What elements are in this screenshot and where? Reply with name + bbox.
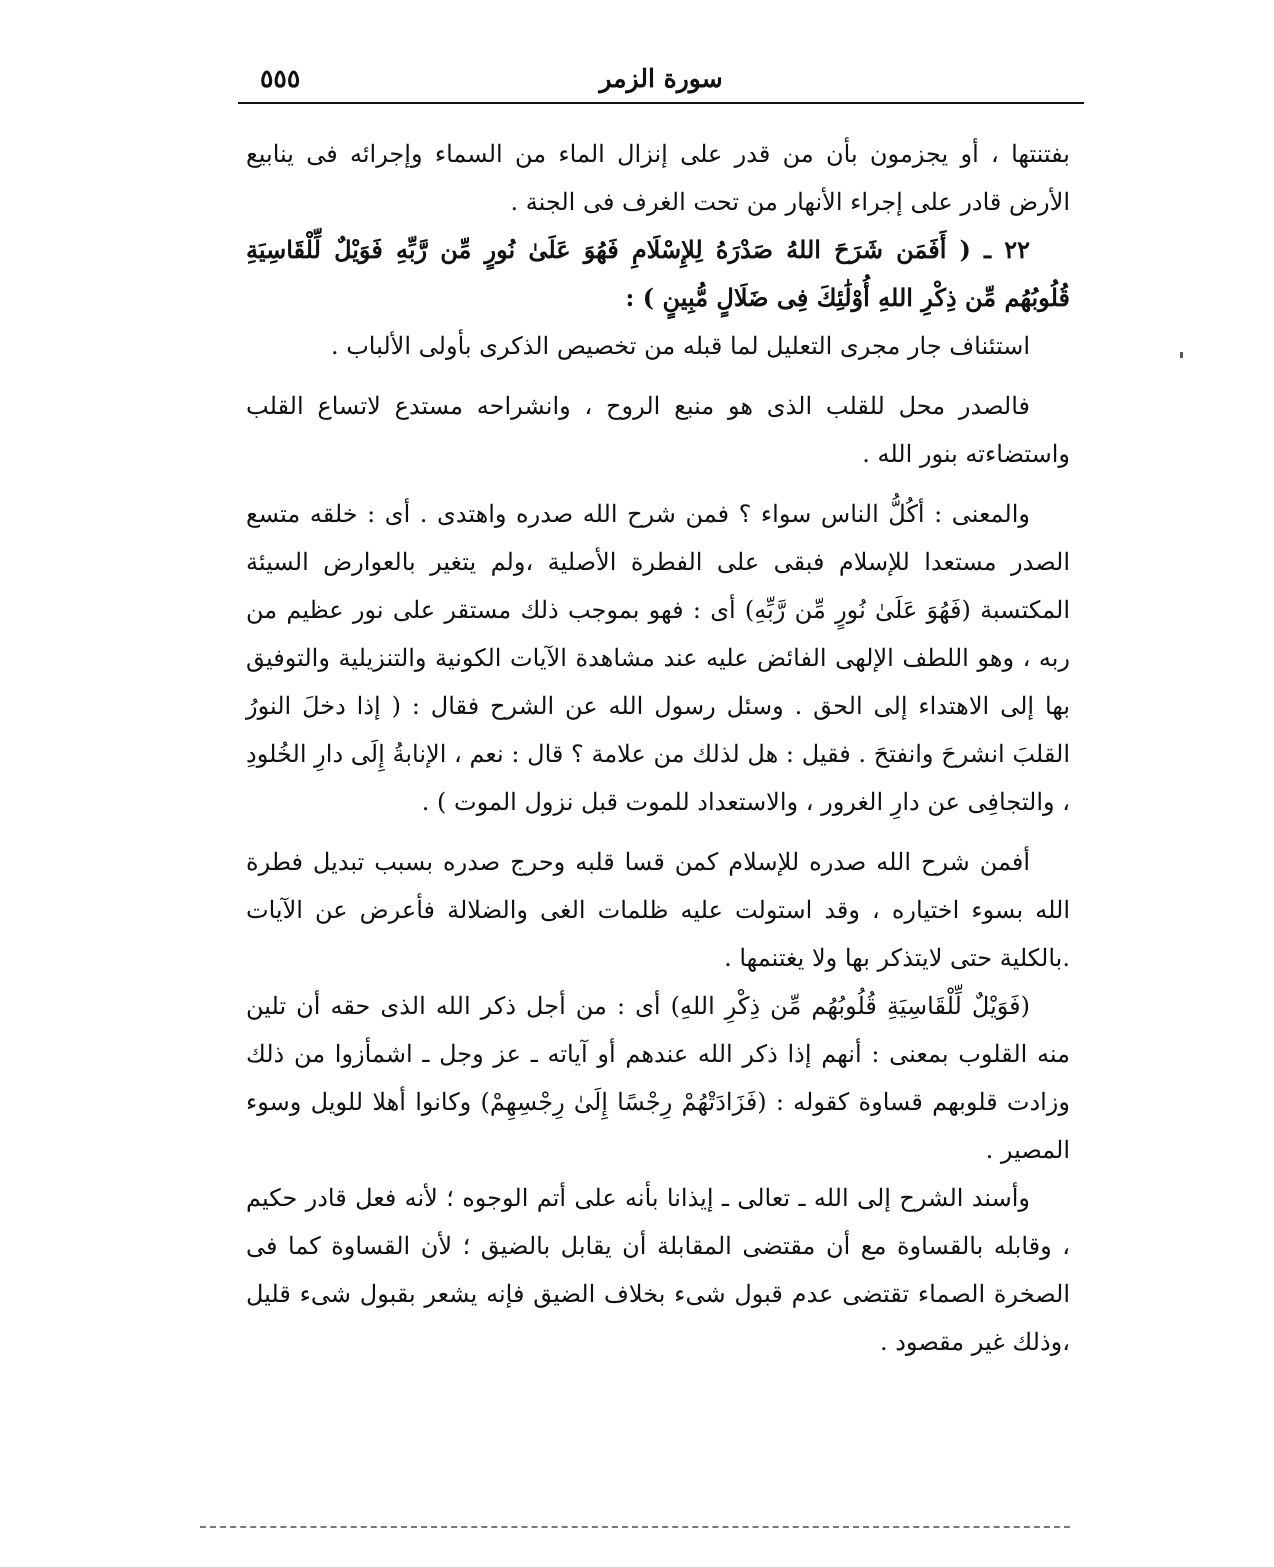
surah-title: سورة الزمر: [599, 64, 723, 93]
footer-rule: [200, 1526, 1070, 1528]
paragraph-wayl: (فَوَيْلٌ لِّلْقَاسِيَةِ قُلُوبُهُم مِّن ذِكْرِ اللهِ) أى : من أجل ذكر الله الذى حقه أن تلين منه القلوب بمعنى : أنهم إذا ذكر الله عندهم أو آياته ـ عز وجل ـ اشمأزوا من ذلك وزادت قلوبهم قساوة كقوله : (فَزَادَتْهُمْ رِجْسًا إِلَىٰ رِجْسِهِمْ) وكانوا أهلا للويل وسوء المصير .: [246, 992, 1070, 1164]
paragraph-afaman: أفمن شرح الله صدره للإسلام كمن قسا قلبه وحرج صدره بسبب تبديل فطرة الله بسوء اختياره ، وقد استولت عليه ظلمات الغى والضلالة فأعرض عن الآيات .بالكلية حتى لايتذكر بها ولا يغتنمها .: [246, 848, 1070, 972]
paragraph-continuation: بفتنتها ، أو يجزمون بأن من قدر على إنزال الماء من السماء وإجرائه فى ينابيع الأرض قادر على إجراء الأنهار من تحت الغرف فى الجنة .: [246, 140, 1070, 216]
paragraph-meaning: والمعنى : أكُلُّ الناس سواء ؟ فمن شرح الله صدره واهتدى . أى : خلقه متسع الصدر مستعدا للإسلام فبقى على الفطرة الأصلية ،ولم يتغير بالعوارض السيئة المكتسبة (فَهُوَ عَلَىٰ نُورٍ مِّن رَّبِّهِ) أى : فهو بموجب ذلك مستقر على نور عظيم من ربه ، وهو اللطف الإلهى الفائض عليه عند مشاهدة الآيات الكونية والتنزيلية والتوفيق بها إلى الاهتداء إلى الحق . وسئل رسول الله عن الشرح فقال : ( إذا دخلَ النورُ القلبَ انشرحَ وانفتحَ . فقيل : هل لذلك من علامة ؟ قال : نعم ، الإنابةُ إِلَى دارِ الخُلودِ ، والتجافِى عن دارِ الغرور ، والاستعداد للموت قبل نزول الموت ) .: [246, 500, 1070, 816]
paragraph-istinaf: استئناف جار مجرى التعليل لما قبله من تخصيص الذكرى بأولى الألباب .: [330, 332, 1030, 360]
verse-22: ٢٢ ـ ( أَفَمَن شَرَحَ اللهُ صَدْرَهُ لِلإِسْلَامِ فَهُوَ عَلَىٰ نُورٍ مِّن رَّبِّهِ فَوَيْلٌ لِّلْقَاسِيَةِ قُلُوبُهُم مِّن ذِكْرِ اللهِ أُوْلَٰئِكَ فِى ضَلَالٍ مُّبِينٍ ) :: [246, 235, 1070, 312]
page-number: ٥٥٥: [260, 64, 301, 93]
page-header: [238, 56, 1084, 104]
paragraph-sadr: فالصدر محل للقلب الذى هو منبع الروح ، وانشراحه مستدع لاتساع القلب واستضاءته بنور الله .: [246, 392, 1070, 468]
margin-mark: [1180, 352, 1183, 358]
paragraph-isnad: وأسند الشرح إلى الله ـ تعالى ـ إيذانا بأنه على أتم الوجوه ؛ لأنه فعل قادر حكيم ، وقابله بالقساوة مع أن مقتضى المقابلة أن يقابل بالضيق ؛ لأن القساوة كما فى الصخرة الصماء تقتضى عدم قبول شىء بخلاف الضيق فإنه يشعر بقبول شىء قليل ،وذلك غير مقصود .: [246, 1184, 1070, 1356]
page-body: [246, 130, 1070, 1366]
